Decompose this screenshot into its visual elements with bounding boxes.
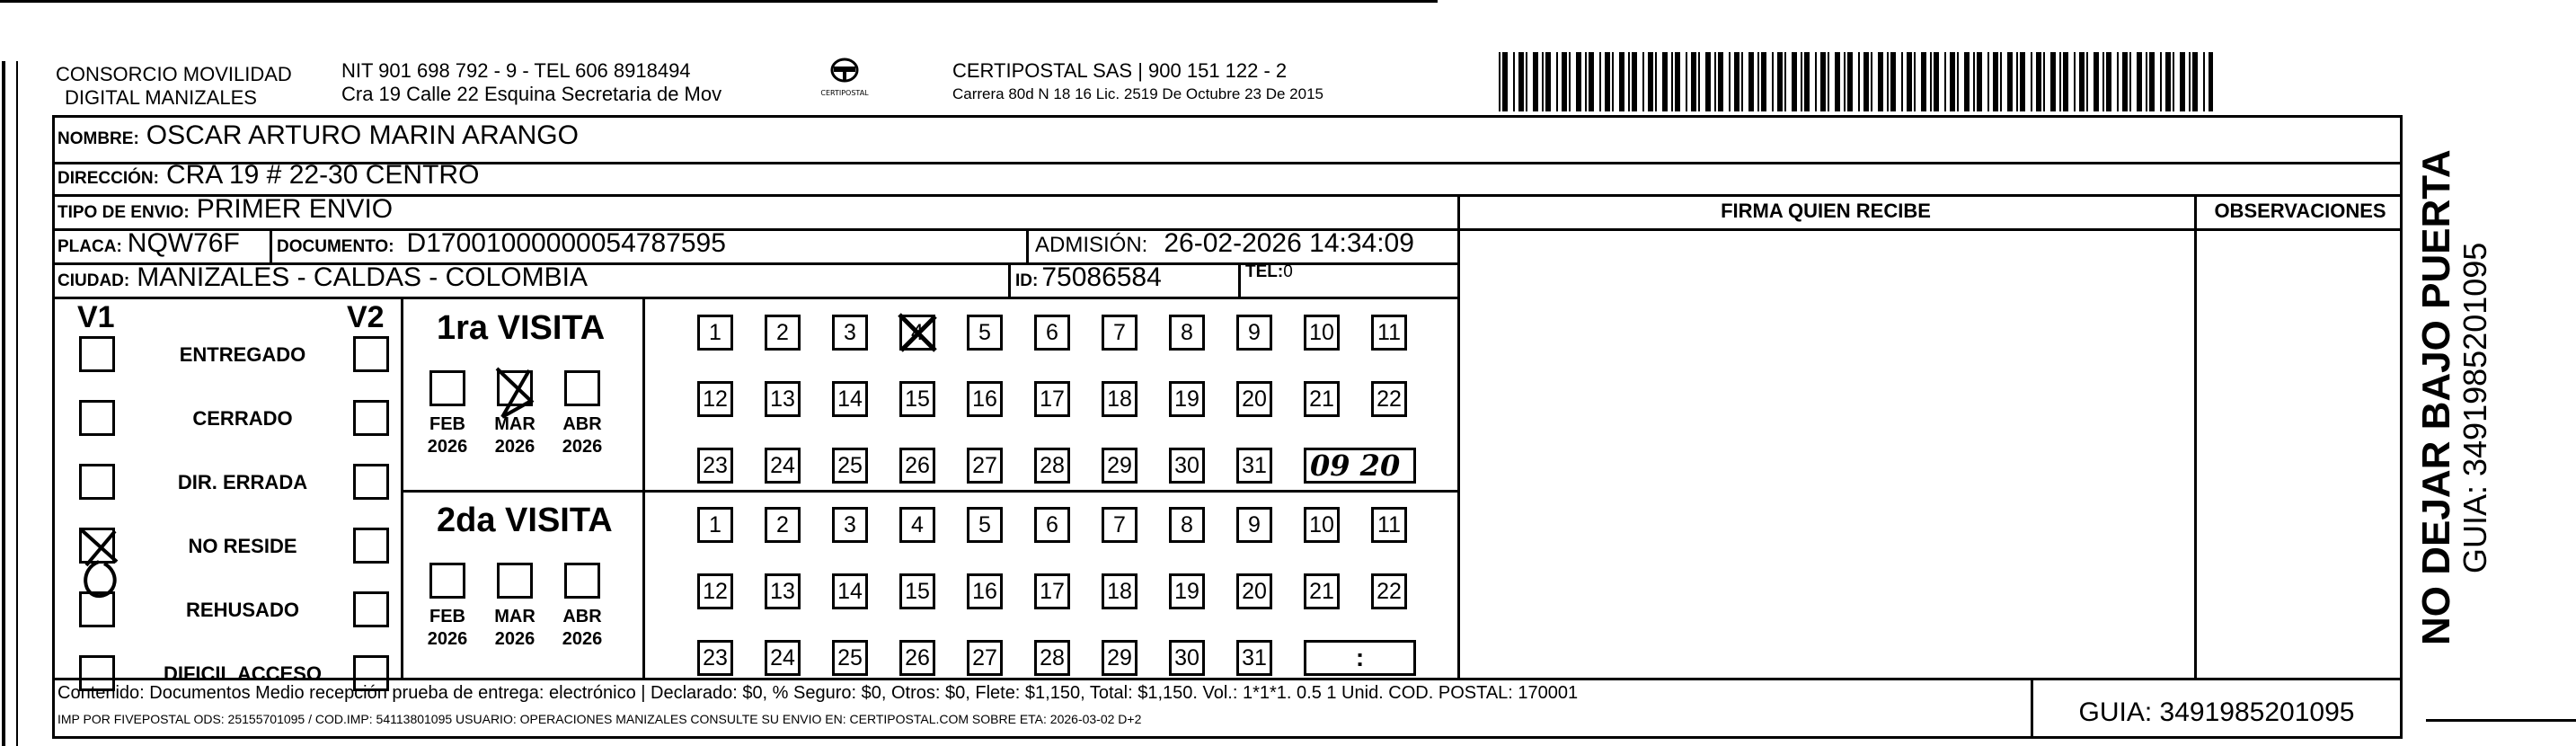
barcode-bar <box>1950 52 1955 111</box>
side-warning-text: NO DEJAR BAJO PUERTA <box>2414 149 2458 645</box>
vline-placa <box>270 228 272 262</box>
barcode-bar <box>2149 52 2155 111</box>
day-box: 23 <box>697 640 733 676</box>
day-box: 4 <box>899 315 935 351</box>
day-box: 11 <box>1371 315 1407 351</box>
day-box: 5 <box>967 507 1003 543</box>
barcode-bar <box>2129 52 2131 111</box>
day-box: 31 <box>1236 640 1272 676</box>
id-label: ID: <box>1015 271 1039 290</box>
barcode-bar <box>1820 52 1826 111</box>
barcode-bar <box>2106 52 2111 111</box>
day-box: 3 <box>832 507 868 543</box>
nombre-value: OSCAR ARTURO MARIN ARANGO <box>146 120 579 150</box>
barcode-bar <box>1835 52 1840 111</box>
month-name: FEB <box>429 414 465 434</box>
barcode-bar <box>2146 52 2147 111</box>
visit-divider <box>401 490 1459 493</box>
side-warning <box>2415 149 2492 645</box>
day-box: 28 <box>1034 640 1070 676</box>
day-box: 6 <box>1034 315 1070 351</box>
barcode-bar <box>1542 52 1544 111</box>
month-name: ABR <box>562 414 602 434</box>
v1-checkbox <box>79 464 115 500</box>
month-label <box>415 606 480 651</box>
month-year: 2026 <box>427 437 468 457</box>
day-box: 15 <box>899 573 935 609</box>
day-box: 10 <box>1304 507 1340 543</box>
tipo-row <box>58 194 393 225</box>
month-year: 2026 <box>427 629 468 649</box>
barcode-bar <box>1662 52 1668 111</box>
day-box: 25 <box>832 640 868 676</box>
day-box: 26 <box>899 448 935 484</box>
barcode-bar <box>1757 52 1759 111</box>
barcode-bar <box>2173 52 2174 111</box>
day-box: 19 <box>1169 381 1205 417</box>
day-box: 25 <box>832 448 868 484</box>
barcode-bar <box>1585 52 1587 111</box>
barcode-bar <box>1748 52 1754 111</box>
month-year: 2026 <box>494 629 536 649</box>
barcode-bar <box>1871 52 1872 111</box>
month-checkbox <box>497 563 533 599</box>
v1-checkbox <box>79 336 115 372</box>
vline-tel <box>1238 262 1241 297</box>
time-box: 09 20 <box>1304 448 1416 484</box>
barcode-bar <box>1599 52 1601 111</box>
row-line-5 <box>52 297 1459 299</box>
form-left-line <box>52 115 55 739</box>
v2-checkbox <box>353 400 389 436</box>
admision-label: ADMISIÓN: <box>1035 233 1148 257</box>
barcode-bar <box>1887 52 1889 111</box>
month-checkbox <box>497 370 533 406</box>
checklist-option: REHUSADO <box>186 599 299 621</box>
barcode-bar <box>1671 52 1673 111</box>
barcode-bar <box>1804 52 1810 111</box>
id-row <box>1015 262 1162 293</box>
top-edge-line <box>0 0 1438 3</box>
month-name: FEB <box>429 607 465 626</box>
barcode-bar <box>2117 52 2119 111</box>
tipo-value: PRIMER ENVIO <box>196 194 394 224</box>
visit-title: 1ra VISITA <box>437 309 606 347</box>
barcode-bar <box>1901 52 1903 111</box>
month-label <box>482 606 547 651</box>
barcode-bar <box>1718 52 1723 111</box>
barcode-bar <box>1612 52 1614 111</box>
vline-obs-left <box>2194 194 2197 678</box>
barcode-bar <box>1499 52 1500 111</box>
day-box: 22 <box>1371 381 1407 417</box>
month-checkbox <box>564 563 600 599</box>
barcode-bar <box>1930 52 1932 111</box>
placa-row <box>58 228 240 259</box>
barcode-bar <box>1878 52 1883 111</box>
day-box: 29 <box>1102 640 1138 676</box>
day-box: 3 <box>832 315 868 351</box>
side-guia-text: GUIA: 3491985201095 <box>2456 242 2493 573</box>
day-box: 9 <box>1236 507 1272 543</box>
barcode-bar <box>2063 52 2068 111</box>
barcode-bar <box>2165 52 2171 111</box>
day-box: 21 <box>1304 573 1340 609</box>
day-box: 13 <box>765 381 801 417</box>
barcode-bar <box>1589 52 1594 111</box>
barcode-bar <box>2043 52 2045 111</box>
placa-value: NQW76F <box>127 228 240 258</box>
day-box: 20 <box>1236 573 1272 609</box>
day-box: 1 <box>697 315 733 351</box>
vline-id <box>1008 262 1011 297</box>
checklist-option: NO RESIDE <box>188 535 297 557</box>
ciudad-value: MANIZALES - CALDAS - COLOMBIA <box>137 262 588 292</box>
day-box: 2 <box>765 315 801 351</box>
barcode-bar <box>1801 52 1802 111</box>
month-checkbox <box>429 563 465 599</box>
vline-firma-left <box>1457 194 1460 678</box>
day-box: 7 <box>1102 315 1138 351</box>
barcode-bar <box>1686 52 1687 111</box>
barcode-bar <box>2086 52 2088 111</box>
day-box: 18 <box>1102 381 1138 417</box>
barcode-bar <box>1921 52 1926 111</box>
admision-row <box>1035 228 1414 259</box>
day-box: 15 <box>899 381 935 417</box>
barcode-bar <box>1556 52 1558 111</box>
v2-checkbox <box>353 464 389 500</box>
day-box: 8 <box>1169 507 1205 543</box>
day-box: 7 <box>1102 507 1138 543</box>
v1-checkbox <box>79 528 115 564</box>
form-bottom-line <box>52 736 2403 739</box>
day-box: 9 <box>1236 315 1272 351</box>
v1-label: V1 <box>77 300 115 334</box>
day-box: 26 <box>899 640 935 676</box>
month-checkbox <box>564 370 600 406</box>
footer-imp: IMP POR FIVEPOSTAL ODS: 25155701095 / COD.IMP: 54113801095 USUARIO: OPERACIONES MANIZALES CONSULTE SU ENVIO EN: CERTIPOSTAL.COM SOBRE ETA: 2026-03-02 D+2 <box>58 712 1142 726</box>
barcode-bar <box>1907 52 1912 111</box>
barcode-bar <box>1993 52 1998 111</box>
barcode-bar <box>2079 52 2085 111</box>
barcode-bar <box>1576 52 1581 111</box>
documento-row <box>277 228 726 259</box>
day-box: 17 <box>1034 573 1070 609</box>
barcode-bar <box>1944 52 1946 111</box>
tel-label: TEL: <box>1245 262 1284 281</box>
left-edge-line-2 <box>16 61 18 746</box>
v2-checkbox <box>353 336 389 372</box>
tipo-label: TIPO DE ENVIO: <box>58 203 190 222</box>
day-box: 21 <box>1304 381 1340 417</box>
row-line-6 <box>52 678 2403 680</box>
direccion-value: CRA 19 # 22-30 CENTRO <box>165 160 480 190</box>
v1-checkbox <box>79 400 115 436</box>
day-box: 24 <box>765 448 801 484</box>
barcode-bar <box>1741 52 1743 111</box>
day-box: 30 <box>1169 640 1205 676</box>
barcode-bar <box>2059 52 2061 111</box>
barcode-bar <box>2192 52 2198 111</box>
day-box: 30 <box>1169 448 1205 484</box>
row-line-2 <box>52 194 2403 197</box>
observaciones-label: OBSERVACIONES <box>2214 200 2386 222</box>
ciudad-row <box>58 262 588 293</box>
footer-guia: GUIA: 3491985201095 <box>2078 697 2355 727</box>
ciudad-label: CIUDAD: <box>58 271 130 290</box>
barcode-bar <box>1526 52 1527 111</box>
placa-label: PLACA: <box>58 237 122 256</box>
barcode-bar <box>1562 52 1567 111</box>
barcode-bar <box>1675 52 1680 111</box>
barcode-bar <box>1844 52 1846 111</box>
barcode-bar <box>1890 52 1896 111</box>
day-box: 11 <box>1371 507 1407 543</box>
barcode-bar <box>1628 52 1630 111</box>
day-box: 16 <box>967 381 1003 417</box>
barcode-bar <box>2016 52 2018 111</box>
barcode-bar <box>1863 52 1869 111</box>
day-box: 22 <box>1371 573 1407 609</box>
barcode-bar <box>1714 52 1716 111</box>
day-box: 24 <box>765 640 801 676</box>
day-box: 20 <box>1236 381 1272 417</box>
month-label <box>550 413 615 458</box>
day-box: 12 <box>697 573 733 609</box>
day-box: 27 <box>967 640 1003 676</box>
barcode-bar <box>1648 52 1653 111</box>
barcode-bar <box>2137 52 2142 111</box>
tel-value: 0 <box>1283 262 1293 281</box>
barcode-bar <box>1761 52 1766 111</box>
barcode-bar <box>1828 52 1829 111</box>
barcode-bar <box>1987 52 1989 111</box>
month-name: ABR <box>562 607 602 626</box>
barcode-bar <box>1973 52 1975 111</box>
month-year: 2026 <box>562 629 603 649</box>
footer-contenido: Contenido: Documentos Medio recepción prueba de entrega: electrónico | Declarado: $0, % Seguro: $0, Otros: $0, Flete: $1,150, Total: $1,150. Vol.: 1*1*1. 0.5 1 Unid. COD. POSTAL: 170001 <box>58 683 1579 703</box>
form-top-line <box>52 115 2403 118</box>
barcode-bar <box>1847 52 1853 111</box>
barcode-bar <box>2050 52 2056 111</box>
v2-label: V2 <box>347 300 385 334</box>
barcode-bar <box>2074 52 2076 111</box>
barcode-bar <box>1569 52 1571 111</box>
barcode-bar <box>1964 52 1970 111</box>
barcode-bar <box>1655 52 1657 111</box>
day-box: 1 <box>697 507 733 543</box>
nombre-label: NOMBRE: <box>58 129 139 148</box>
barcode-bar <box>1977 52 1982 111</box>
direccion-label: DIRECCIÓN: <box>58 169 159 188</box>
checklist-option: DIR. ERRADA <box>177 471 308 493</box>
vline-calendar <box>642 297 645 678</box>
barcode-bar <box>1691 52 1696 111</box>
barcode-bar <box>2036 52 2041 111</box>
barcode-bar <box>2180 52 2185 111</box>
firma-label: FIRMA QUIEN RECIBE <box>1721 200 1931 222</box>
carrier-info: CERTIPOSTAL SAS | 900 151 122 - 2 Carrera 80d N 18 16 Lic. 2519 De Octubre 23 De 2015 <box>952 59 1323 102</box>
barcode-bar <box>1513 52 1515 111</box>
day-box: 28 <box>1034 448 1070 484</box>
barcode-bar <box>1545 52 1551 111</box>
barcode-bar <box>1734 52 1739 111</box>
v2-checkbox <box>353 528 389 564</box>
day-box: 12 <box>697 381 733 417</box>
vline-admision <box>1026 228 1029 262</box>
barcode-bar <box>2189 52 2191 111</box>
barcode-bar <box>1518 52 1524 111</box>
day-box: 23 <box>697 448 733 484</box>
barcode-bar <box>1729 52 1731 111</box>
barcode-bar <box>1934 52 1939 111</box>
barcode-bar <box>2209 52 2213 111</box>
documento-label: DOCUMENTO: <box>277 237 394 256</box>
month-label <box>550 606 615 651</box>
month-name: MAR <box>494 607 536 626</box>
company-nit: NIT 901 698 792 - 9 - TEL 606 8918494 Cra 19 Calle 22 Esquina Secretaria de Mov <box>341 59 722 105</box>
time-box: : <box>1304 640 1416 676</box>
checklist-option: ENTREGADO <box>179 343 306 366</box>
documento-value: D17001000000054787595 <box>406 228 726 258</box>
v2-checkbox <box>353 591 389 627</box>
day-box: 4 <box>899 507 935 543</box>
barcode-bar <box>2000 52 2002 111</box>
left-edge-line <box>2 61 5 746</box>
barcode-bar <box>1792 52 1797 111</box>
barcode-bar <box>2020 52 2025 111</box>
day-box: 16 <box>967 573 1003 609</box>
barcode-bar <box>2203 52 2205 111</box>
day-box: 2 <box>765 507 801 543</box>
barcode-bar <box>1777 52 1783 111</box>
barcode-bar <box>1642 52 1644 111</box>
barcode-bar <box>1533 52 1538 111</box>
day-box: 27 <box>967 448 1003 484</box>
barcode-bar <box>1858 52 1860 111</box>
month-name: MAR <box>494 414 536 434</box>
month-year: 2026 <box>562 437 603 457</box>
certipostal-logo: CERTIPOSTAL <box>813 56 876 110</box>
barcode-bar <box>1957 52 1959 111</box>
day-box: 29 <box>1102 448 1138 484</box>
barcode-bar <box>1698 52 1700 111</box>
day-box: 10 <box>1304 315 1340 351</box>
day-box: 31 <box>1236 448 1272 484</box>
day-box: 18 <box>1102 573 1138 609</box>
barcode-bar <box>2102 52 2104 111</box>
admision-value: 26-02-2026 14:34:09 <box>1164 228 1414 258</box>
nombre-row <box>58 120 579 151</box>
visit-title: 2da VISITA <box>437 502 613 539</box>
day-box: 5 <box>967 315 1003 351</box>
day-box: 13 <box>765 573 801 609</box>
vline-checklist <box>401 297 403 678</box>
barcode-bar <box>2160 52 2162 111</box>
day-box: 14 <box>832 381 868 417</box>
direccion-row <box>58 160 479 191</box>
barcode-bar <box>1784 52 1786 111</box>
id-value: 75086584 <box>1041 262 1162 292</box>
barcode-bar <box>2094 52 2099 111</box>
barcode-bar <box>1619 52 1624 111</box>
company-name: CONSORCIO MOVILIDAD DIGITAL MANIZALES <box>56 63 292 109</box>
tel-row <box>1245 262 1293 282</box>
month-year: 2026 <box>494 437 536 457</box>
day-box: 14 <box>832 573 868 609</box>
barcode-bar <box>2031 52 2032 111</box>
day-box: 17 <box>1034 381 1070 417</box>
month-checkbox <box>429 370 465 406</box>
barcode-bar <box>1772 52 1774 111</box>
checklist-option: DIFICIL ACCESO <box>163 662 322 685</box>
day-box: 6 <box>1034 507 1070 543</box>
month-label <box>415 413 480 458</box>
day-box: 8 <box>1169 315 1205 351</box>
barcode-bar <box>2007 52 2013 111</box>
barcode-bar <box>1815 52 1817 111</box>
checklist-option: CERRADO <box>192 407 293 430</box>
barcode-bar <box>1605 52 1610 111</box>
barcode-bar <box>1705 52 1711 111</box>
barcode <box>1499 52 2217 111</box>
month-label <box>482 413 547 458</box>
right-edge-line <box>2426 719 2576 722</box>
barcode-bar <box>1502 52 1508 111</box>
barcode-bar <box>1914 52 1916 111</box>
v1-checkbox <box>79 591 115 627</box>
barcode-bar <box>1632 52 1637 111</box>
barcode-bar <box>2122 52 2128 111</box>
day-box: 19 <box>1169 573 1205 609</box>
